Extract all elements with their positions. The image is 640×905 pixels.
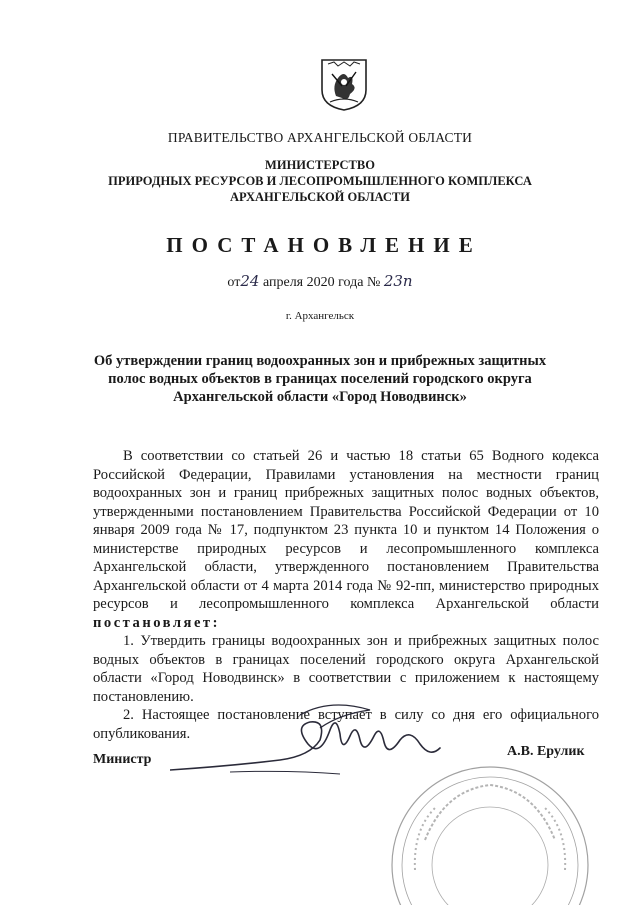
date-rest: апреля 2020 года № — [262, 275, 381, 290]
city-name: г. Архангельск — [285, 310, 355, 322]
date-line — [0, 272, 640, 291]
ministry-line: ПРИРОДНЫХ РЕСУРСОВ И ЛЕСОПРОМЫШЛЕННОГО КОМПЛЕКСА — [108, 174, 532, 188]
signatory-name: А.В. Ерулик — [507, 744, 585, 759]
body-paragraph-text: В соответствии со статьей 26 и частью 18 статьи 65 Водного кодекса Российской Федерации, Правилами установления на местности границ водоохранных зон и границ прибрежных защитных полос водных объектов, утвержденными постановлением Правительства Российской Федерации от 10 января 2009 года № 17, подпунктом 23 пункта 10 и пунктом 14 Положения о министерстве природных ресурсов и лесопромышленного комплекса Архангельской области, утвержденного постановлением Правительства Архангельской области от 4 марта 2014 года № 92-пп, министерство природных ресурсов и лесопромышленного комплекса Архангельской области — [93, 448, 599, 612]
resolution-keyword: постановляет: — [93, 614, 220, 631]
document-body — [93, 447, 599, 743]
date-prefix: от — [227, 275, 241, 290]
handwritten-signature-icon — [170, 700, 490, 810]
heading-line: Об утверждении границ водоохранных зон и прибрежных защитных — [93, 353, 547, 369]
signatory-position: Министр — [93, 752, 152, 767]
body-paragraph: 1. Утвердить границы водоохранных зон и прибрежных защитных полос водных объектов в границах поселений городского округа Архангельской области «Город Новодвинск» в соответствии с приложением к настоящему постановлению. — [93, 633, 599, 705]
heading-line: Архангельской области «Город Новодвинск» — [173, 389, 467, 405]
document-number-handwritten: 23п — [383, 272, 413, 290]
ministry-line: МИНИСТЕРСТВО — [265, 158, 375, 172]
body-paragraph — [93, 447, 599, 632]
ministry-name — [0, 157, 640, 205]
coat-of-arms-icon — [318, 56, 370, 112]
ministry-line: АРХАНГЕЛЬСКОЙ ОБЛАСТИ — [230, 190, 410, 204]
heading-line: полос водных объектов в границах поселений городского округа — [108, 371, 532, 387]
document-type-title: ПОСТАНОВЛЕНИЕ — [166, 233, 482, 257]
date-day-handwritten: 24 — [240, 272, 260, 290]
government-name: ПРАВИТЕЛЬСТВО АРХАНГЕЛЬСКОЙ ОБЛАСТИ — [167, 130, 473, 145]
document-heading — [0, 352, 640, 406]
body-paragraph: 2. Настоящее постановление вступает в силу со дня его официального опубликования. — [93, 707, 599, 742]
